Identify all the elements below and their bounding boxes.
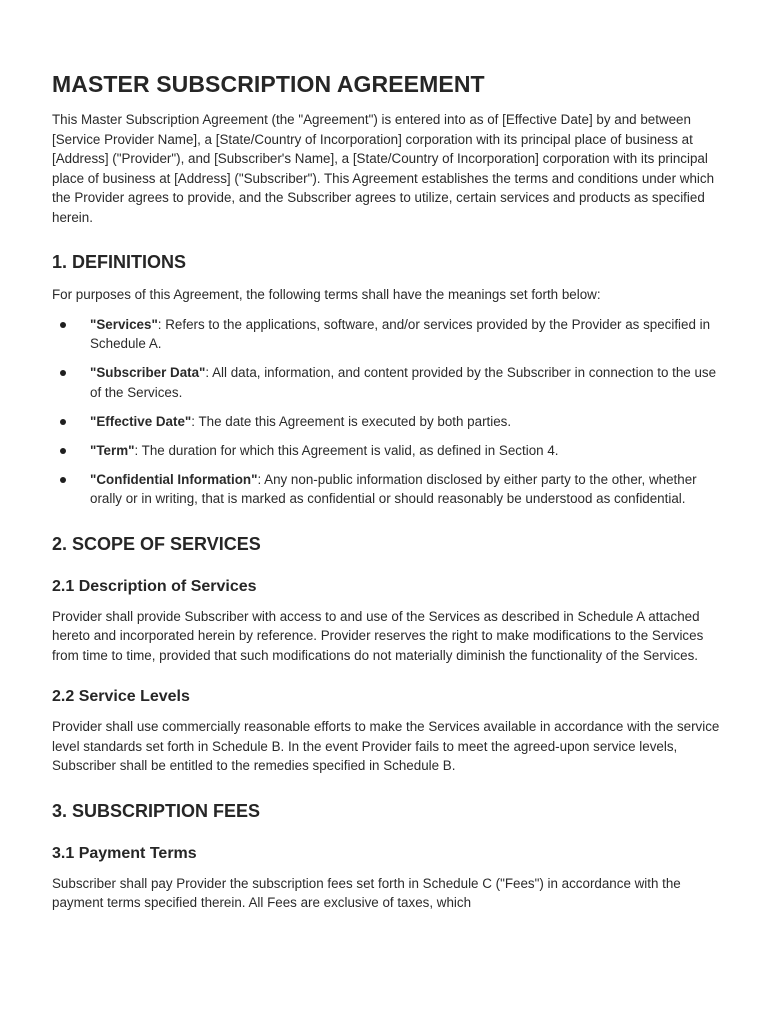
list-item xyxy=(52,412,720,432)
definition-text: : The duration for which this Agreement is valid, as defined in Section 4. xyxy=(134,442,559,458)
subsection-heading-payment-terms: 3.1 Payment Terms xyxy=(52,844,197,862)
payment-terms-paragraph: Subscriber shall pay Provider the subscription fees set forth in Schedule C ("Fees") in accordance with the payment terms specified therein. All Fees are exclusive of taxes, which xyxy=(52,875,681,910)
definition-text: : The date this Agreement is executed by both parties. xyxy=(191,413,512,429)
definitions-list xyxy=(52,315,720,509)
list-item xyxy=(52,363,720,402)
definitions-lead: For purposes of this Agreement, the following terms shall have the meanings set forth below: xyxy=(52,287,601,302)
list-item xyxy=(52,470,720,509)
definition-text: : Refers to the applications, software, and/or services provided by the Provider as specified in Schedule A. xyxy=(90,316,711,351)
bullet-icon xyxy=(60,477,66,483)
section-heading-fees: 3. SUBSCRIPTION FEES xyxy=(52,800,261,821)
definition-term: "Term" xyxy=(90,442,135,458)
definition-term: "Confidential Information" xyxy=(90,471,258,487)
subsection-heading-description: 2.1 Description of Services xyxy=(52,577,257,595)
definition-text: : Any non-public information disclosed by either party to the other, whether orally or in writing, that is marked as confidential or should reasonably be understood as confidential. xyxy=(90,471,697,506)
intro-paragraph: This Master Subscription Agreement (the "Agreement") is entered into as of [Effective Date] by and between [Service Provider Name], a [State/Country of Incorporation] corporation with its principal place of business at [Address] ("Provider"), and [Subscriber's Name], a [State/Country of Incorporation] corporation with its principal place of business at [Address] ("Subscriber"). This Agreement establishes the terms and conditions under which the Provider agrees to provide, and the Subscriber agrees to utilize, certain services and products as specified herein. xyxy=(52,112,715,225)
service-levels-paragraph: Provider shall use commercially reasonable efforts to make the Services available in accordance with the service level standards set forth in Schedule B. In the event Provider fails to meet the agreed-upon service levels, Subscriber shall be entitled to the remedies specified in Schedule B. xyxy=(52,719,720,773)
document-title: MASTER SUBSCRIPTION AGREEMENT xyxy=(52,71,485,97)
definition-text: : All data, information, and content provided by the Subscriber in connection to the use of the Services. xyxy=(90,365,717,400)
definition-term: "Effective Date" xyxy=(90,413,192,429)
section-heading-scope: 2. SCOPE OF SERVICES xyxy=(52,533,261,554)
subsection-heading-service-levels: 2.2 Service Levels xyxy=(52,688,190,705)
list-item xyxy=(52,441,720,461)
section-heading-definitions: 1. DEFINITIONS xyxy=(52,252,187,272)
bullet-icon xyxy=(60,419,66,425)
definition-term: "Services" xyxy=(90,316,158,332)
definition-term: "Subscriber Data" xyxy=(90,365,206,380)
list-item xyxy=(52,315,720,354)
bullet-icon xyxy=(60,322,66,328)
bullet-icon xyxy=(60,448,66,454)
description-paragraph: Provider shall provide Subscriber with access to and use of the Services as described in Schedule A attached hereto and incorporated herein by reference. Provider reserves the right to make modifications to the Services from time to time, provided that such modifications do not materially diminish the functionality of the Services. xyxy=(52,608,704,663)
bullet-icon xyxy=(60,370,66,376)
